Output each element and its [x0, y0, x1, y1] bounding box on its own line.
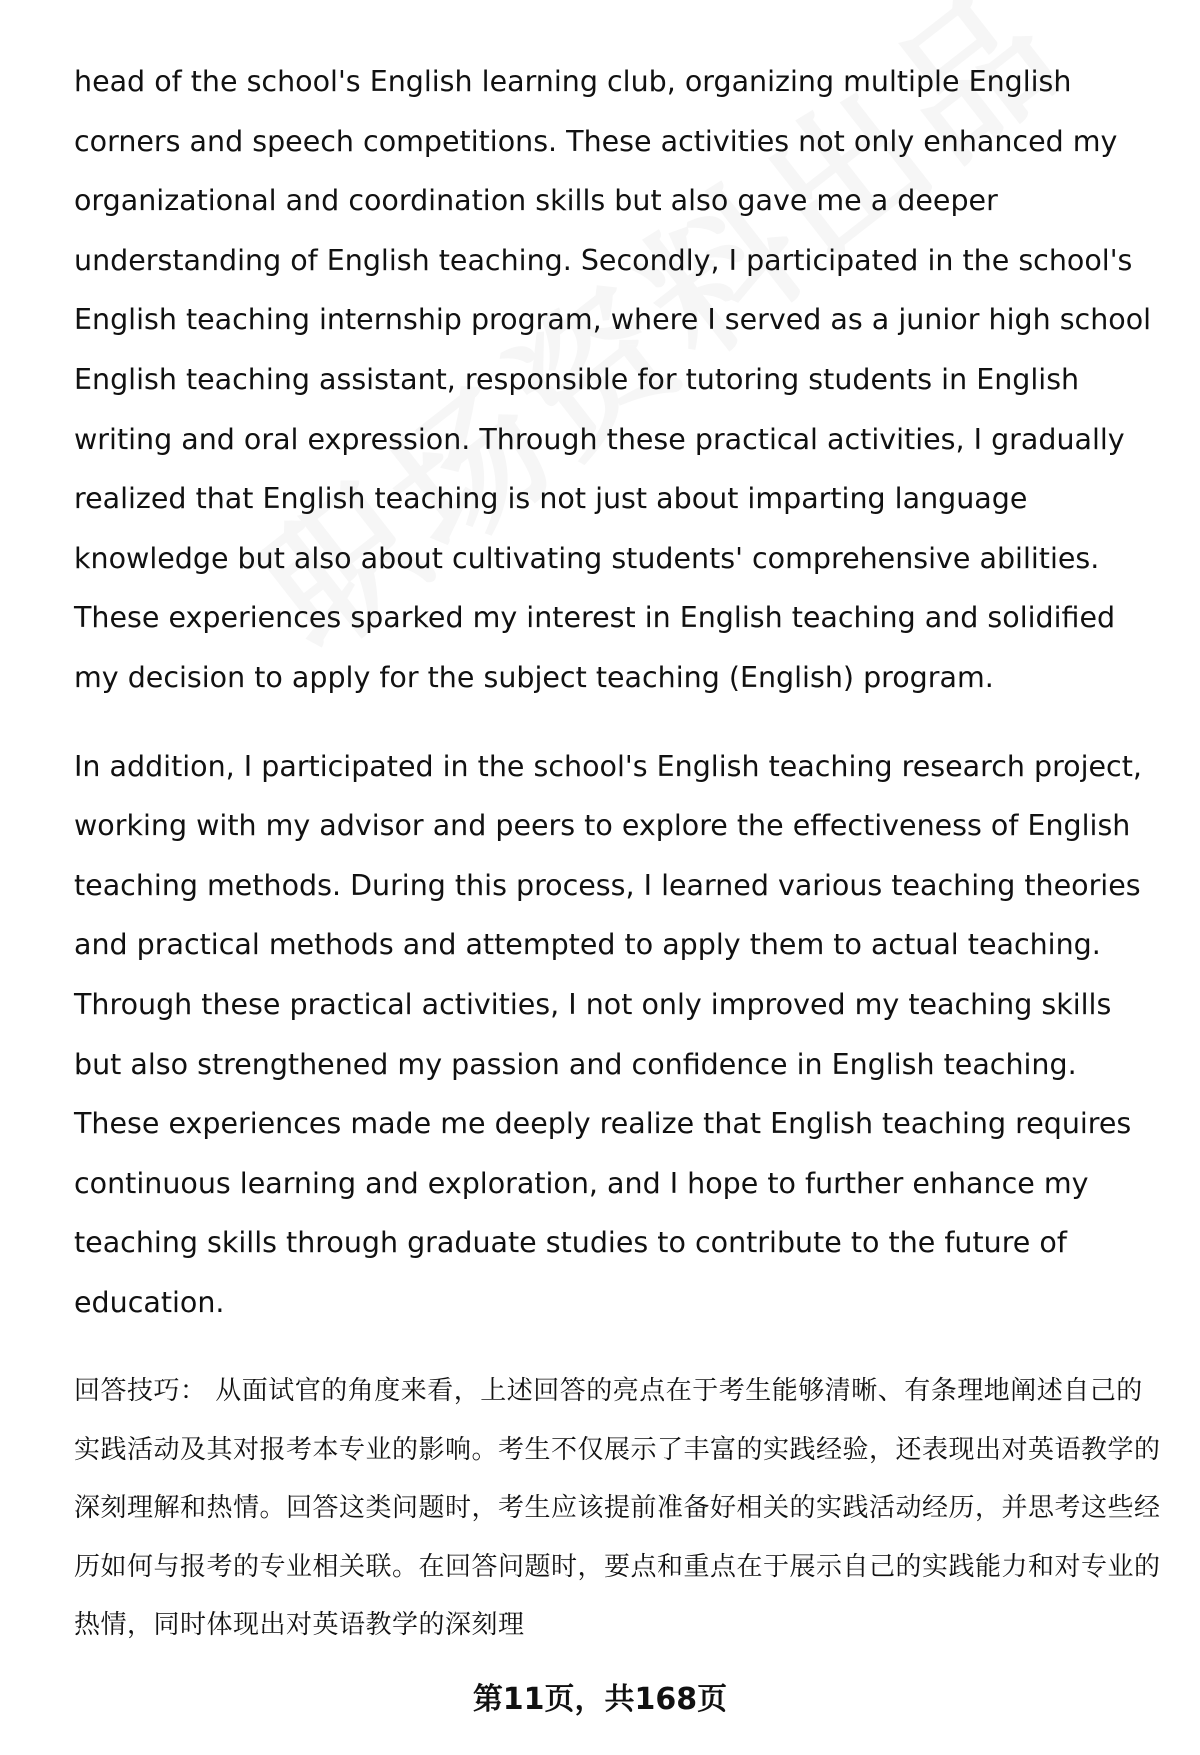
page-number: 第11页，共168页 [472, 1682, 728, 1717]
answer-tips: 回答技巧： 从面试官的角度来看，上述回答的亮点在于考生能够清晰、有条理地阐述自己的实践活动及其对报考本专业的影响。考生不仅展示了丰富的实践经验，还表现出对英语教学的深刻理解和热情。回答这类问题时，考生应该提前准备好相关的实践活动经历，并思考这些经历如何与报考的专业相关联。在回答问题时，要点和重点在于展示自己的实践能力和对专业的热情，同时体现出对英语教学的深刻理 [74, 1376, 1161, 1641]
paragraph-practice-activities: head of the school's English learning club, organizing multiple English corners and speech competitions. These activities not only enhanced my organizational and coordination skills but also gave me a deeper understanding of English teaching. Secondly, I participated in the school's English teaching internship program, where I served as a junior high school English teaching assistant, responsible for tutoring students in English writing and oral expression. Through these practical activities, I gradually realized that English teaching is not just about imparting language knowledge but also about cultivating students' comprehensive abilities. These experiences sparked my interest in English teaching and solidified my decision to apply for the subject teaching (English) program. [74, 65, 1152, 694]
paragraph-research-project: In addition, I participated in the school's English teaching research project, working with my advisor and peers to explore the effectiveness of English teaching methods. During this process, I learned various teaching theories and practical methods and attempted to apply them to actual teaching. Through these practical activities, I not only improved my teaching skills but also strengthened my passion and confidence in English teaching. These experiences made me deeply realize that English teaching requires continuous learning and exploration, and I hope to further enhance my teaching skills through graduate studies to contribute to the future of education. [74, 749, 1142, 1319]
page-content [74, 52, 1164, 1655]
